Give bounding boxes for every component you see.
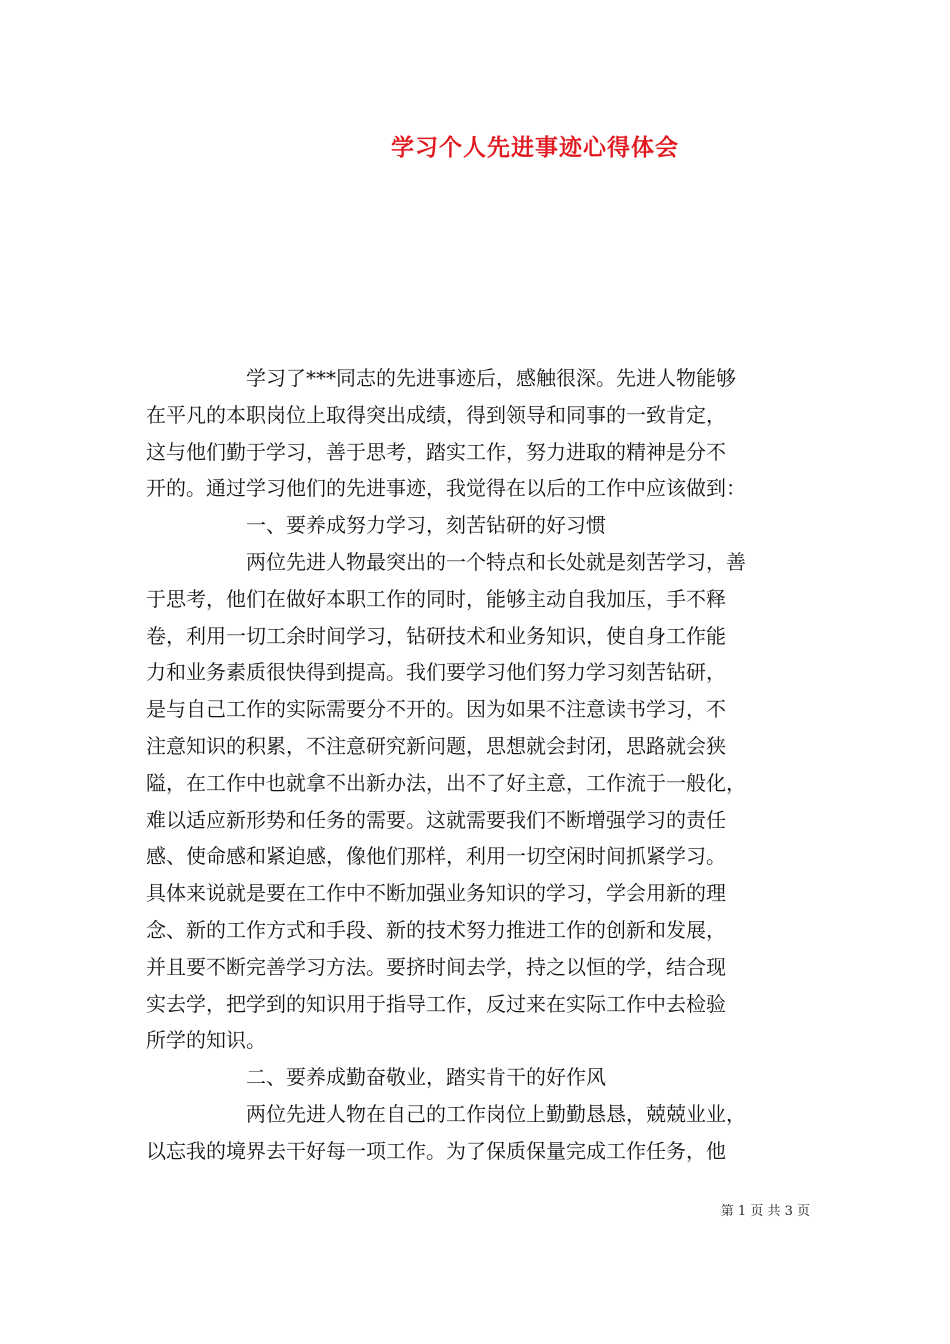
text-line: 在平凡的本职岗位上取得突出成绩，得到领导和同事的一致肯定，: [146, 402, 726, 427]
document-body: [146, 360, 806, 1170]
page-footer: 第 1 页 共 3 页: [720, 1204, 810, 1219]
text-line: 两位先进人物最突出的一个特点和长处就是刻苦学习，善: [246, 549, 746, 574]
document-title: 学习个人先进事迹心得体会: [391, 134, 679, 161]
text-line: 两位先进人物在自己的工作岗位上勤勤恳恳，兢兢业业，: [246, 1101, 746, 1126]
text-line: 感、使命感和紧迫感，像他们那样，利用一切空闲时间抓紧学习。: [146, 844, 726, 869]
text-line: 念、新的工作方式和手段、新的技术努力推进工作的创新和发展，: [146, 917, 726, 942]
text-line: 并且要不断完善学习方法。要挤时间去学，持之以恒的学，结合现: [146, 954, 726, 979]
text-line: 难以适应新形势和任务的需要。这就需要我们不断增强学习的责任: [146, 807, 726, 832]
text-line: 具体来说就是要在工作中不断加强业务知识的学习，学会用新的理: [146, 881, 726, 906]
text-line: 隘，在工作中也就拿不出新办法，出不了好主意，工作流于一般化，: [146, 770, 746, 795]
text-line: 实去学，把学到的知识用于指导工作，反过来在实际工作中去检验: [146, 991, 726, 1016]
text-line: 于思考，他们在做好本职工作的同时，能够主动自我加压，手不释: [146, 586, 726, 611]
text-line: 学习了***同志的先进事迹后，感触很深。先进人物能够: [246, 366, 736, 390]
text-line: 是与自己工作的实际需要分不开的。因为如果不注意读书学习，不: [146, 697, 726, 722]
text-line: 卷，利用一切工余时间学习，钻研技术和业务知识，使自身工作能: [146, 623, 726, 648]
text-line: 一、要养成努力学习，刻苦钻研的好习惯: [246, 513, 606, 538]
text-line: 这与他们勤于学习，善于思考，踏实工作，努力进取的精神是分不: [146, 439, 726, 464]
text-line: 二、要养成勤奋敬业，踏实肯干的好作风: [246, 1065, 606, 1090]
text-line: 以忘我的境界去干好每一项工作。为了保质保量完成工作任务，他: [146, 1138, 726, 1163]
text-line: 开的。通过学习他们的先进事迹，我觉得在以后的工作中应该做到：: [146, 476, 746, 501]
text-line: 所学的知识。: [146, 1028, 266, 1053]
text-line: 力和业务素质很快得到提高。我们要学习他们努力学习刻苦钻研，: [146, 660, 726, 685]
text-line: 注意知识的积累，不注意研究新问题，思想就会封闭，思路就会狭: [146, 733, 726, 758]
